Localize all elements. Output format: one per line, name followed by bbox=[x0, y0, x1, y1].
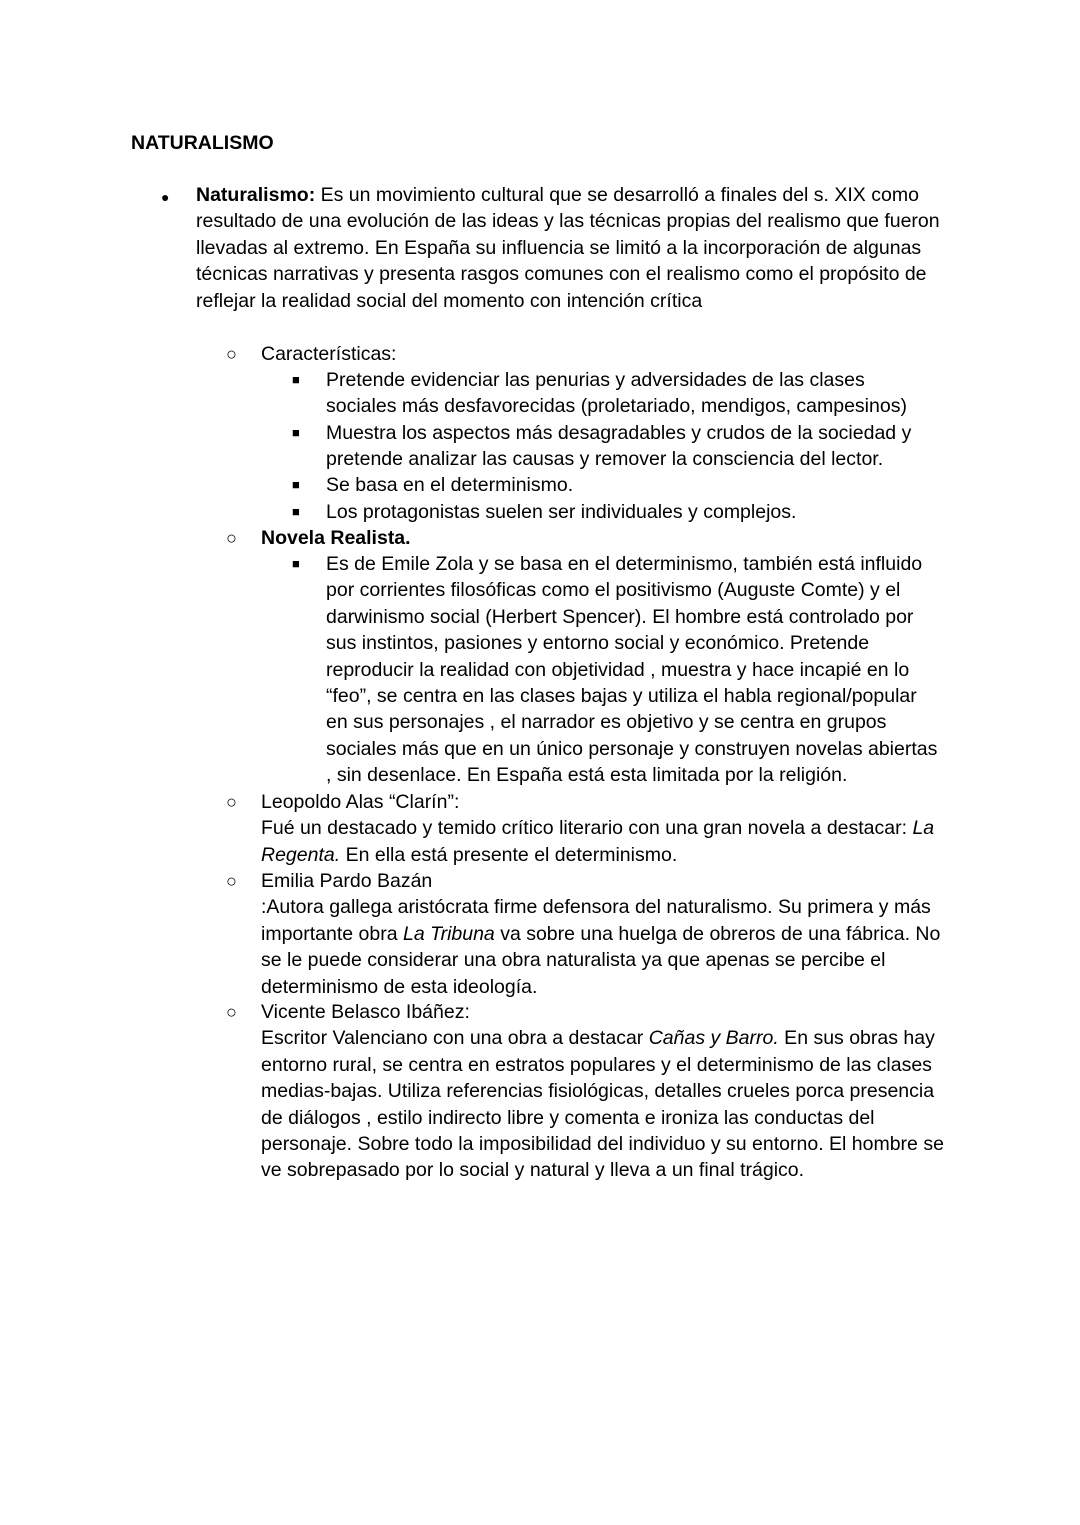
caracteristica-item: Se basa en el determinismo. bbox=[326, 474, 574, 496]
intro-text: Es un movimiento cultural que se desarrolló a finales del s. XIX como resultado de una evolución de las ideas y las técnicas propias del realismo que fueron llevadas al extremo. En España su influencia se limitó a la incorporación de algunas técnicas narrativas y presenta rasgos comunes con el realismo como el propósito de reflejar la realidad social del momento con intención crítica bbox=[196, 184, 940, 312]
caracteristica-item: Los protagonistas suelen ser individuales y complejos. bbox=[326, 501, 797, 523]
novela-label: Novela Realista. bbox=[261, 527, 411, 549]
intro-term: Naturalismo: bbox=[196, 184, 316, 206]
bullet-square: ■ bbox=[292, 425, 300, 440]
author-text: :Autora gallega aristócrata firme defensora del naturalismo. Su primera y más importante obra bbox=[261, 896, 931, 945]
bullet-circle: ○ bbox=[226, 1002, 237, 1022]
bullet-dot: ● bbox=[161, 189, 170, 205]
bullet-square: ■ bbox=[292, 504, 300, 519]
author-name: Leopoldo Alas “Clarín”: bbox=[261, 791, 460, 813]
bullet-square: ■ bbox=[292, 372, 300, 387]
bullet-circle: ○ bbox=[226, 792, 237, 812]
caracteristicas-label: Características: bbox=[261, 343, 397, 365]
caracteristica-item: Pretende evidenciar las penurias y adversidades de las clases sociales más desfavorecidas (proletariado, mendigos, campesinos) bbox=[326, 369, 907, 418]
author-pardo-bazan bbox=[261, 868, 951, 1000]
work-title: La Regenta. bbox=[261, 817, 935, 866]
author-text: Fué un destacado y temido crítico literario con una gran novela a destacar: bbox=[261, 817, 913, 840]
author-blasco-ibanez bbox=[261, 999, 956, 1184]
author-name: Emilia Pardo Bazán bbox=[261, 870, 433, 892]
bullet-circle: ○ bbox=[226, 871, 237, 891]
caracteristica-item: Muestra los aspectos más desagradables y crudos de la sociedad y pretende analizar las causas y remover la consciencia del lector. bbox=[326, 422, 912, 471]
work-title: La Tribuna bbox=[403, 922, 495, 945]
document-title: NATURALISMO bbox=[131, 132, 274, 154]
author-text: Escritor Valenciano con una obra a destacar bbox=[261, 1027, 649, 1050]
bullet-square: ■ bbox=[292, 477, 300, 492]
novela-text: Es de Emile Zola y se basa en el determinismo, también está influido por corrientes filosóficas como el positivismo (Auguste Comte) y el darwinismo social (Herbert Spencer). El hombre está controlado por sus instintos, pasiones y entorno social y económico. Pretende reproducir la realidad con objetividad , muestra y hace incapié en lo “feo”, se centra en las clases bajas y utiliza el habla regional/popular en sus personajes , el narrador es objetivo y se centra en grupos sociales más que en un único personaje y construyen novelas abiertas , sin desenlace. En España está esta limitada por la religión. bbox=[326, 553, 938, 787]
bullet-square: ■ bbox=[292, 556, 300, 571]
bullet-circle: ○ bbox=[226, 344, 237, 364]
author-text: va sobre una huelga de obreros de una fábrica. No se le puede considerar una obra naturalista ya que apenas se percibe el determinismo de esta ideología. bbox=[261, 922, 941, 998]
author-text: En ella está presente el determinismo. bbox=[340, 843, 678, 866]
work-title: Cañas y Barro. bbox=[648, 1027, 779, 1050]
author-name: Vicente Belasco Ibáñez: bbox=[261, 1001, 470, 1023]
author-text: En sus obras hay entorno rural, se centra en estratos populares y el determinismo de las clases medias-bajas. Utiliza referencias fisiológicas, detalles crueles porca presencia de diálogos , estilo indirecto libre y comenta e ironiza las conductas del personaje. Sobre todo la imposibilidad del individuo y su entorno. El hombre se ve sobrepasado por lo social y natural y lleva a un final trágico. bbox=[261, 1027, 944, 1182]
bullet-circle: ○ bbox=[226, 528, 237, 548]
author-clarin bbox=[261, 789, 951, 868]
intro-paragraph bbox=[196, 182, 956, 314]
